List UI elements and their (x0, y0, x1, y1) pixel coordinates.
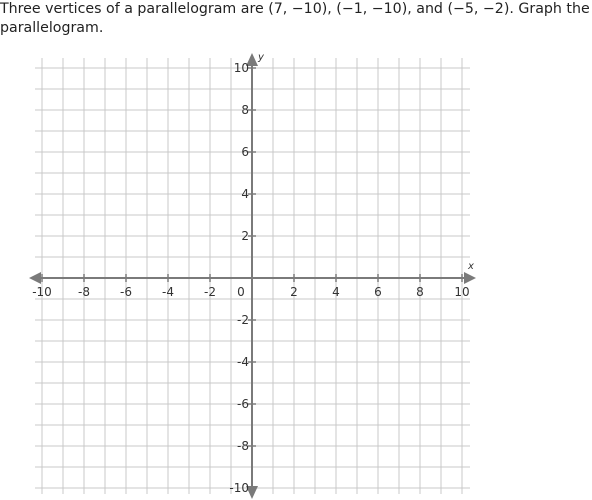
x-tick-label: -10 (32, 285, 52, 299)
question-prompt: Three vertices of a parallelogram are (7, −10), (−1, −10), and (−5, −2). Graph the parallelogram. (0, 1, 590, 36)
y-tick-label: 10 (233, 61, 249, 75)
y-tick-label: 8 (241, 103, 249, 117)
y-tick-label: -10 (229, 481, 249, 495)
x-tick-label: 2 (290, 285, 298, 299)
x-tick-label: -4 (162, 285, 174, 299)
y-axis-label: y (258, 52, 264, 63)
x-tick-label: -2 (204, 285, 216, 299)
y-tick-label: -4 (237, 355, 249, 369)
x-tick-label: -6 (120, 285, 132, 299)
x-tick-label: -8 (78, 285, 90, 299)
y-tick-label: -8 (237, 439, 249, 453)
x-tick-label: 4 (332, 285, 340, 299)
y-tick-label: -6 (237, 397, 249, 411)
x-axis-label: x (468, 261, 474, 272)
y-tick-label: 2 (241, 229, 249, 243)
axes (29, 53, 476, 499)
y-tick-label: -2 (237, 313, 249, 327)
x-tick-label: 10 (454, 285, 470, 299)
x-axis-left-arrow-icon (29, 272, 41, 284)
y-tick-label: 6 (241, 145, 249, 159)
y-tick-label: 4 (241, 187, 249, 201)
x-tick-label: 8 (416, 285, 424, 299)
x-tick-label: 6 (374, 285, 382, 299)
x-axis-right-arrow-icon (464, 272, 476, 284)
x-tick-label: 0 (237, 285, 245, 299)
